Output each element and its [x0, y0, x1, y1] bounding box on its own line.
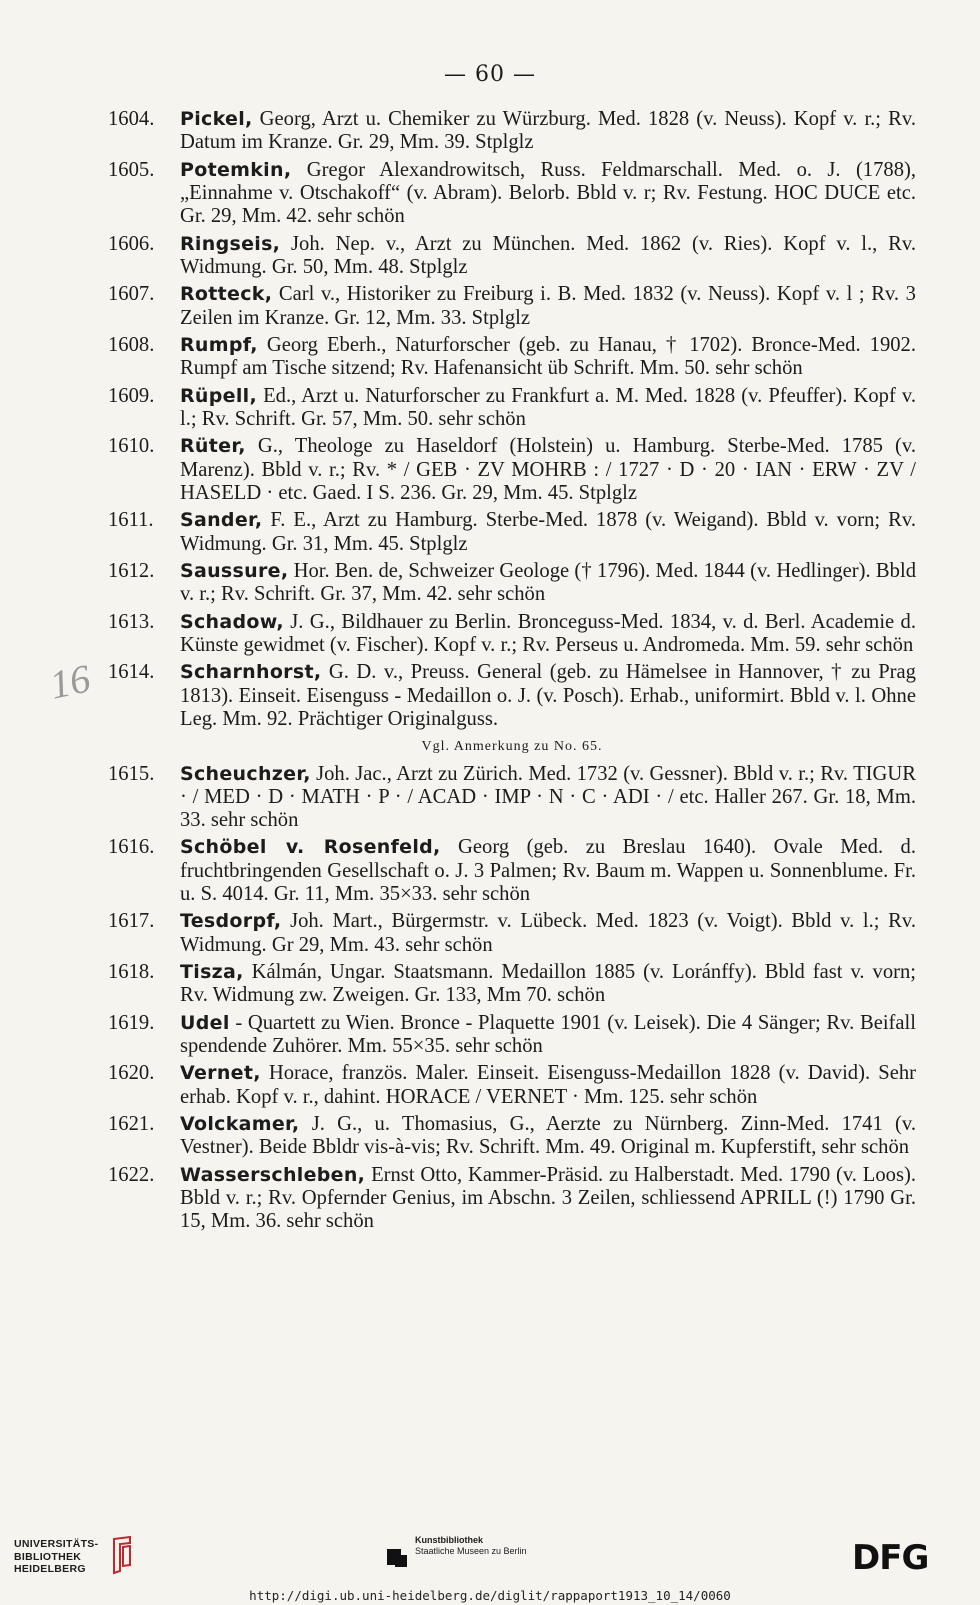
entry-name: Udel	[180, 1011, 230, 1034]
entry-name: Tisza,	[180, 961, 244, 984]
entry-number: 1616.	[108, 836, 155, 859]
catalog-entries	[108, 108, 916, 1238]
entry-name: Wasserschleben,	[180, 1163, 366, 1186]
kunstbibliothek-block	[415, 1535, 527, 1557]
catalog-entry	[108, 836, 916, 906]
entry-description: F. E., Arzt zu Hamburg. Sterbe-Med. 1878 (v. Weigand). Bbld v. vorn; Rv. Widmung. Gr. 31, Mm. 45. Stplglz	[180, 509, 916, 555]
entry-description: Carl v., Historiker zu Freiburg i. B. Med. 1832 (v. Neuss). Kopf v. l ; Rv. 3 Zeilen im Kranze. Gr. 12, Mm. 33. Stplglz	[180, 283, 916, 329]
entry-number: 1618.	[108, 961, 155, 984]
entry-name: Potemkin,	[180, 158, 292, 181]
kunstbibliothek-logo-icon	[387, 1547, 407, 1567]
kunstbibliothek-subtitle: Staatliche Museen zu Berlin	[415, 1546, 527, 1556]
catalog-entry	[108, 961, 916, 1007]
source-url[interactable]: http://digi.ub.uni-heidelberg.de/diglit/rappaport1913_10_14/0060	[249, 1588, 731, 1603]
entry-name: Vernet,	[180, 1062, 261, 1085]
catalog-entry	[108, 910, 916, 956]
entry-description: Georg Eberh., Naturforscher (geb. zu Hanau, † 1702). Bronce-Med. 1902. Rumpf am Tische sitzend; Rv. Hafenansicht üb Schrift. Mm. 50. sehr schön	[180, 334, 916, 380]
entry-name: Sander,	[180, 509, 263, 532]
catalog-entry	[108, 159, 916, 229]
entry-name: Saussure,	[180, 560, 289, 583]
entry-number: 1617.	[108, 910, 155, 933]
entry-name: Rüpell,	[180, 384, 257, 407]
catalog-entry	[108, 233, 916, 279]
catalog-entry	[108, 1062, 916, 1108]
catalog-entry	[108, 763, 916, 833]
catalog-entry	[108, 661, 916, 758]
entry-name: Scheuchzer,	[180, 762, 311, 785]
entry-number: 1620.	[108, 1062, 155, 1085]
entry-description: Hor. Ben. de, Schweizer Geologe († 1796). Med. 1844 (v. Hedlinger). Bbld v. r.; Rv. Schrift. Gr. 37, Mm. 42. sehr schön	[180, 560, 916, 606]
library-name: UNIVERSITÄTS- BIBLIOTHEK HEIDELBERG	[14, 1538, 99, 1575]
entry-number: 1608.	[108, 334, 155, 357]
catalog-entry	[108, 1113, 916, 1159]
catalog-entry	[108, 334, 916, 380]
entry-name: Rumpf,	[180, 334, 258, 357]
entry-description: J. G., u. Thomasius, G., Aerzte zu Nürnberg. Zinn-Med. 1741 (v. Vestner). Beide Bbldr vis-à-vis; Rv. Schrift. Mm. 49. Original m. Kupferstift, sehr schön	[180, 1113, 916, 1159]
entry-description: Horace, französ. Maler. Einseit. Eisenguss-Medaillon 1828 (v. David). Sehr erhab. Kopf v. r., dahint. HORACE / VERNET · Mm. 125. sehr schön	[180, 1062, 916, 1108]
entry-description: Ed., Arzt u. Naturforscher zu Frankfurt a. M. Med. 1828 (v. Pfeuffer). Kopf v. l.; Rv. Schrift. Gr. 57, Mm. 50. sehr schön	[180, 384, 916, 430]
entry-description: G., Theologe zu Haseldorf (Holstein) u. Hamburg. Sterbe-Med. 1785 (v. Marenz). Bbld v. r.; Rv. * / GEB · ZV MOHRB : / 1727 · D · 20 · IAN · ERW · ZV / HASELD · etc. Gaed. I S. 236. Gr. 29, Mm. 45. Stplglz	[180, 435, 916, 504]
entry-name: Rüter,	[180, 435, 246, 458]
catalog-entry	[108, 385, 916, 431]
entry-number: 1612.	[108, 560, 155, 583]
entry-description: Georg, Arzt u. Chemiker zu Würzburg. Med. 1828 (v. Neuss). Kopf v. r.; Rv. Datum im Kranze. Gr. 29, Mm. 39. Stplglz	[180, 108, 916, 154]
catalog-entry	[108, 1164, 916, 1234]
handwritten-margin-note: 16	[45, 655, 95, 708]
entry-number: 1615.	[108, 762, 155, 785]
catalog-entry	[108, 560, 916, 606]
entry-description: Joh. Mart., Bürgermstr. v. Lübeck. Med. 1823 (v. Voigt). Bbld v. l.; Rv. Widmung. Gr 29, Mm. 43. sehr schön	[180, 910, 916, 956]
entry-name: Rotteck,	[180, 283, 273, 306]
entry-description: - Quartett zu Wien. Bronce - Plaquette 1901 (v. Leisek). Die 4 Sänger; Rv. Beifall spendende Zuhörer. Mm. 55×35. sehr schön	[180, 1011, 916, 1057]
catalog-entry	[108, 283, 916, 329]
entry-name: Ringseis,	[180, 232, 281, 255]
entry-description: Georg (geb. zu Breslau 1640). Ovale Med. d. fruchtbringenden Gesellschaft o. J. 3 Palmen; Rv. Baum m. Wappen u. Sonnenblume. Fr. u. S. 4014. Gr. 11, Mm. 35×33. sehr schön	[180, 836, 917, 905]
entry-number: 1604.	[108, 108, 155, 130]
entry-name: Pickel,	[180, 108, 253, 130]
entry-note: Vgl. Anmerkung zu No. 65.	[421, 739, 603, 755]
entry-number: 1614.	[108, 661, 155, 684]
entry-description: J. G., Bildhauer zu Berlin. Bronceguss-Med. 1834, v. d. Berl. Academie d. Künste gewidmet (v. Fischer). Kopf v. r.; Rv. Perseus u. Andromeda. Mm. 59. sehr schön	[180, 610, 916, 656]
entry-name: Tesdorpf,	[180, 910, 282, 933]
kunstbibliothek-title: Kunstbibliothek	[415, 1535, 483, 1545]
dfg-logo: DFG	[852, 1538, 929, 1578]
library-logo-icon	[110, 1535, 134, 1575]
entry-name: Scharnhorst,	[180, 661, 322, 684]
catalog-entry	[108, 1012, 916, 1058]
entry-number: 1605.	[108, 158, 155, 181]
entry-name: Volckamer,	[180, 1113, 300, 1136]
entry-name: Schadow,	[180, 610, 284, 633]
entry-number: 1613.	[108, 610, 155, 633]
entry-number: 1609.	[108, 384, 155, 407]
entry-number: 1610.	[108, 435, 155, 458]
entry-description: G. D. v., Preuss. General (geb. zu Hämelsee in Hannover, † zu Prag 1813). Einseit. Eisenguss - Medaillon o. J. (v. Posch). Erhab., uniformirt. Bbld v. l. Ohne Leg. Mm. 92. Prächtiger Originalguss.	[180, 661, 916, 730]
entry-number: 1621.	[108, 1113, 155, 1136]
catalog-entry	[108, 509, 916, 555]
entry-description: Gregor Alexandrowitsch, Russ. Feldmarschall. Med. o. J. (1788), „Einnahme v. Otschakoff“ (v. Abram). Belorb. Bbld v. r; Rv. Festung. HOC DUCE etc. Gr. 29, Mm. 42. sehr schön	[180, 158, 917, 228]
entry-description: Joh. Nep. v., Arzt zu München. Med. 1862 (v. Ries). Kopf v. l., Rv. Widmung. Gr. 50, Mm. 48. Stplglz	[180, 232, 916, 278]
entry-name: Schöbel v. Rosenfeld,	[180, 836, 441, 859]
entry-description: Kálmán, Ungar. Staatsmann. Medaillon 1885 (v. Loránffy). Bbld fast v. vorn; Rv. Widmung zw. Zweigen. Gr. 133, Mm 70. schön	[180, 961, 916, 1007]
entry-number: 1619.	[108, 1011, 155, 1034]
catalog-entry	[108, 435, 916, 505]
entry-number: 1622.	[108, 1163, 155, 1186]
entry-description: Ernst Otto, Kammer-Präsid. zu Halberstadt. Med. 1790 (v. Loos). Bbld v. r.; Rv. Opfernder Genius, im Abschn. 3 Zeilen, schliessend APRILL (!) 1790 Gr. 15, Mm. 36. sehr schön	[180, 1163, 916, 1233]
entry-number: 1611.	[108, 509, 154, 532]
entry-number: 1606.	[108, 232, 155, 255]
catalog-entry	[108, 108, 916, 154]
catalog-entry	[108, 611, 916, 657]
page-number: — 60 —	[444, 62, 536, 87]
entry-number: 1607.	[108, 283, 155, 306]
library-logo-text	[14, 1538, 124, 1576]
entry-description: Joh. Jac., Arzt zu Zürich. Med. 1732 (v. Gessner). Bbld v. r.; Rv. TIGUR · / MED · D · MATH · P · / ACAD · IMP · N · C · ADI · / etc. Haller 267. Gr. 18, Mm. 33. sehr schön	[180, 762, 916, 831]
